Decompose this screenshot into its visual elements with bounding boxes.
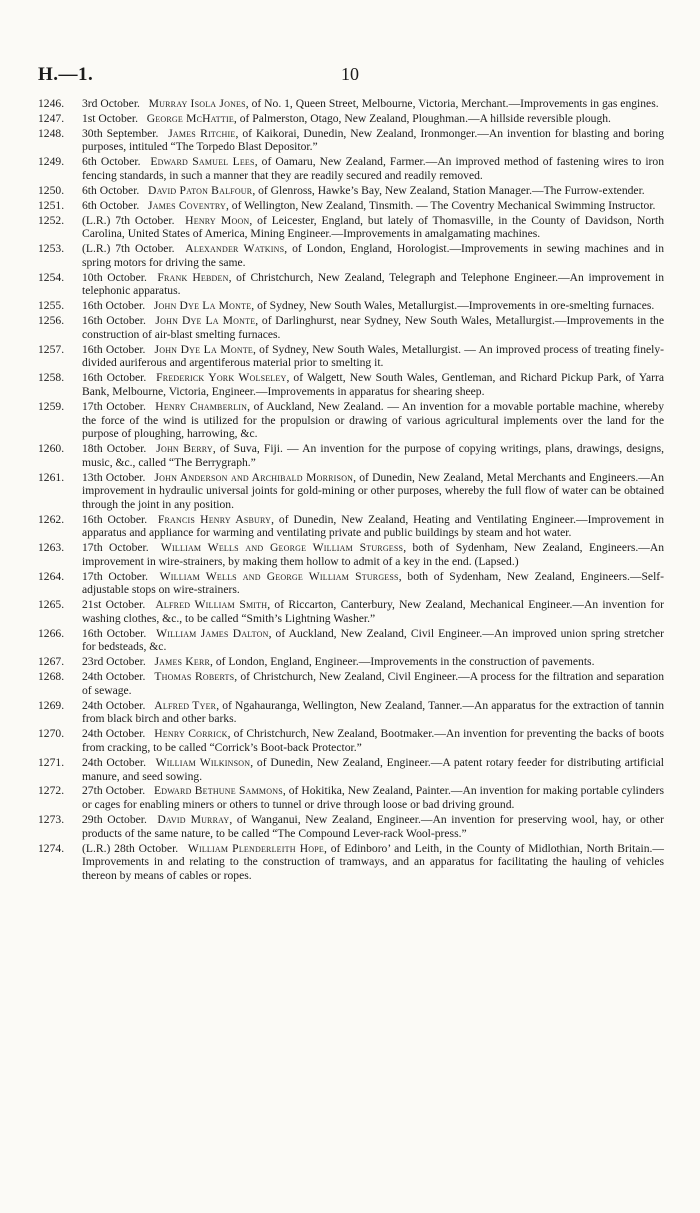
entry-date: (L.R.) 7th October.: [82, 213, 175, 227]
entry-number: 1267.: [38, 655, 65, 669]
applicant-names: Francis Henry Asbury: [157, 512, 272, 526]
patent-entry: [38, 155, 664, 182]
entry-number: 1268.: [38, 670, 65, 684]
entry-number: 1258.: [38, 371, 65, 385]
patent-entry: [38, 343, 664, 370]
applicant-names: John Dye La Monte: [155, 314, 256, 328]
entry-text: [82, 199, 664, 213]
entry-number: 1255.: [38, 299, 65, 313]
entry-text: [82, 655, 664, 669]
entry-number: 1247.: [38, 111, 65, 125]
applicant-names: Alfred Tyer: [154, 698, 217, 712]
entry-description: , of Dunedin, New Zealand, Engineer.—A patent rotary feeder for distributing artificial manure, and seed sowing.: [82, 755, 664, 783]
patent-entry: [38, 214, 664, 241]
page-header: [38, 64, 662, 88]
entry-text: [82, 813, 664, 840]
entry-date: 16th October.: [82, 371, 147, 385]
applicant-names: David Murray: [157, 812, 230, 826]
patent-entry: [38, 400, 664, 441]
entry-text: [82, 598, 664, 625]
entry-text: [82, 371, 664, 398]
entry-number: 1274.: [38, 841, 65, 855]
entry-date: 17th October.: [82, 541, 149, 555]
entry-description: , of Palmerston, Otago, New Zealand, Ploughman.—A hillside reversible plough.: [233, 111, 611, 125]
applicant-names: William Wells and George William Sturgess: [159, 569, 399, 583]
applicant-names: William Wilkinson: [155, 755, 251, 769]
patent-entry: [38, 97, 664, 111]
entry-date: 16th October.: [82, 299, 146, 313]
patent-entry: [38, 756, 664, 783]
entry-description: , of Suva, Fiji. — An invention for the purpose of copying writings, plans, drawings, designs, music, &c., called “The Berrygraph.”: [82, 442, 665, 469]
applicant-names: William James Dalton: [156, 626, 269, 640]
entry-number: 1254.: [38, 270, 65, 284]
applicant-names: Frank Hebden: [157, 270, 229, 284]
entry-number: 1265.: [38, 598, 65, 612]
entry-number: 1272.: [38, 784, 65, 798]
patent-entry: [38, 242, 664, 269]
entry-date: 21st October.: [82, 598, 146, 612]
entry-description: , of Christchurch, New Zealand, Bootmaker.—An invention for preventing the backs of boots from cracking, to be called “Corrick’s Boot-back Protector.”: [82, 727, 664, 754]
entry-text: [82, 271, 664, 298]
applicant-names: John Berry: [156, 442, 213, 456]
entry-description: , of Edinboro’ and Leith, in the County of Midlothian, North Britain.—Improvements in and relating to the construction of tramways, and an apparatus for facilitating the hauling of vehicles thereon by means of cables or ropes.: [82, 841, 665, 882]
entry-text: [82, 471, 664, 512]
applicant-names: William Wells and George William Sturgess: [160, 541, 404, 555]
entry-text: [82, 214, 664, 241]
patent-entry: [38, 842, 664, 883]
entry-number: 1246.: [38, 97, 65, 110]
entry-text: [82, 400, 664, 441]
entry-date: 30th September.: [82, 126, 159, 140]
patent-entry: [38, 784, 664, 811]
entry-description: , of Wanganui, New Zealand, Engineer.—An invention for preserving wool, hay, or other products of the same nature, to be called “The Compound Lever-rack Wool-press.”: [82, 812, 664, 840]
entry-number: 1262.: [38, 512, 65, 526]
entry-text: [82, 97, 664, 111]
applicant-names: George McHattie: [146, 111, 234, 125]
entry-date: 24th October.: [82, 670, 146, 684]
entry-date: 23rd October.: [82, 655, 146, 669]
applicant-names: James Coventry: [148, 198, 226, 212]
entry-description: , of London, England, Horologist.—Improvements in sewing machines and in spring motors for driving the same.: [82, 242, 664, 269]
patent-entry: [38, 699, 664, 726]
patent-entry: [38, 471, 664, 512]
patent-entry: [38, 655, 664, 669]
entry-description: , of Ngahauranga, Wellington, New Zealand, Tanner.—An apparatus for the extraction of tannin from black birch and other barks.: [82, 698, 664, 726]
entry-date: 6th October.: [82, 155, 141, 169]
applicant-names: William Plenderleith Hope: [187, 841, 324, 855]
entry-date: 24th October.: [82, 698, 146, 712]
applicant-names: Thomas Roberts: [154, 670, 235, 684]
entry-date: 16th October.: [82, 314, 146, 328]
patent-entry: [38, 112, 664, 126]
applicant-names: Murray Isola Jones: [148, 97, 246, 110]
entry-description: , of Leicester, England, but lately of Thomasville, in the County of Davidson, North Carolina, United States of America, Mining Engineer.—Improvements in amalgamating machines.: [82, 213, 664, 241]
entry-number: 1266.: [38, 626, 65, 640]
applicant-names: Henry Moon: [185, 213, 250, 227]
entry-description: , of Dunedin, New Zealand, Metal Merchants and Engineers.—An improvement in hydraulic universal joints for gold-mining or other purposes, whereby the full flow of water can be obtained through the joint in any position.: [82, 470, 664, 511]
patent-entry: [38, 299, 664, 313]
entry-description: , of Auckland, New Zealand. — An invention for a movable portable machine, whereby the force of the wind is utilized for the propulsion or drawing of various agricultural implements over the land for the purpose of ploughing, harrowing, &c.: [82, 399, 665, 441]
applicant-names: Edward Bethune Sammons: [153, 784, 283, 798]
entry-description: , of Christchurch, New Zealand, Civil Engineer.—A process for the filtration and separation of sewage.: [82, 670, 664, 697]
entry-date: 3rd October.: [82, 97, 140, 110]
entry-number: 1251.: [38, 198, 65, 212]
patent-entry: [38, 184, 664, 198]
patent-entry: [38, 314, 664, 341]
patent-entry: [38, 541, 664, 568]
entry-description: , of Oamaru, New Zealand, Farmer.—An improved method of fastening wires to iron fencing standards, in such a manner that they are readily secured and readily removed.: [82, 155, 665, 182]
applicant-names: John Anderson and Archibald Morrison: [154, 470, 354, 484]
entry-date: (L.R.) 28th October.: [82, 841, 179, 855]
entry-date: 16th October.: [82, 342, 146, 356]
applicant-names: David Paton Balfour: [148, 183, 253, 197]
entry-number: 1264.: [38, 569, 65, 583]
entry-number: 1260.: [38, 442, 65, 456]
entry-description: , of Christchurch, New Zealand, Telegraph and Telephone Engineer.—An improvement in telephonic apparatus.: [82, 270, 664, 298]
entry-date: 17th October.: [82, 399, 146, 413]
entry-text: [82, 784, 664, 811]
entry-number: 1252.: [38, 213, 65, 227]
entry-number: 1269.: [38, 698, 65, 712]
entry-date: 27th October.: [82, 784, 146, 798]
applicant-names: Alfred William Smith: [155, 598, 268, 612]
entry-description: , of No. 1, Queen Street, Melbourne, Victoria, Merchant.—Improvements in gas engines.: [245, 97, 659, 110]
entry-description: , both of Sydenham, New Zealand, Engineers.—Self-adjustable stops on wire-strainers.: [82, 569, 665, 597]
entry-description: , of Walgett, New South Wales, Gentleman, and Richard Pickup Park, of Yarra Bank, Melbourne, Victoria, Engineer.—Improvements in apparatus for shearing sheep.: [82, 371, 664, 398]
entry-number: 1259.: [38, 399, 65, 413]
entry-date: 16th October.: [82, 626, 147, 640]
document-reference: H.—1.: [38, 64, 94, 85]
applicant-names: Henry Chamberlin: [155, 399, 248, 413]
applicant-names: Henry Corrick: [154, 727, 228, 741]
page-number: 10: [341, 64, 359, 84]
entry-date: 24th October.: [82, 755, 146, 769]
entry-date: 10th October.: [82, 270, 147, 284]
entry-description: , of Kaikorai, Dunedin, New Zealand, Ironmonger.—An invention for blasting and boring purposes, intituled “The Torpedo Blast Depositor.”: [82, 126, 664, 154]
entry-text: [82, 155, 664, 182]
patent-entry: [38, 670, 664, 697]
entry-text: [82, 842, 664, 883]
entry-number: 1253.: [38, 242, 65, 256]
entry-text: [82, 627, 664, 654]
entry-number: 1256.: [38, 314, 65, 328]
applicant-names: Frederick York Wolseley: [156, 371, 287, 385]
patent-entry: [38, 271, 664, 298]
entry-number: 1261.: [38, 470, 65, 484]
entry-date: 13th October.: [82, 470, 146, 484]
entry-text: [82, 184, 664, 198]
entry-text: [82, 699, 664, 726]
patent-entry: [38, 598, 664, 625]
entry-number: 1270.: [38, 727, 65, 741]
entry-date: (L.R.) 7th October.: [82, 242, 175, 256]
entry-description: , of Glenross, Hawke’s Bay, New Zealand, Station Manager.—The Furrow-extender.: [252, 183, 645, 197]
entry-description: , of Dunedin, New Zealand, Heating and Ventilating Engineer.—Improvement in apparatus and appliance for warming and ventilating private and public buildings by steam and hot water.: [82, 512, 665, 540]
applicant-names: James Ritchie: [168, 126, 236, 140]
entry-text: [82, 513, 664, 540]
entry-text: [82, 343, 664, 370]
entry-number: 1249.: [38, 155, 65, 169]
patent-entry: [38, 127, 664, 154]
entry-text: [82, 541, 664, 568]
applicant-names: Alexander Watkins: [185, 242, 285, 256]
entry-description: , of Wellington, New Zealand, Tinsmith. — The Coventry Mechanical Swimming Instructor.: [225, 198, 656, 212]
entry-text: [82, 727, 664, 754]
entry-description: , of Sydney, New South Wales, Metallurgist. — An improved process of treating finely-divided auriferous and argentiferous material prior to smelting it.: [82, 342, 665, 370]
patent-entry: [38, 813, 664, 840]
entry-date: 16th October.: [82, 512, 148, 526]
entry-description: , of Darlinghurst, near Sydney, New South Wales, Metallurgist.—Improvements in the construction of air-blast smelting furnaces.: [82, 314, 664, 341]
entry-description: , of Auckland, New Zealand, Civil Engineer.—An improved union spring stretcher for bedsteads, &c.: [82, 626, 665, 654]
entry-description: , of Hokitika, New Zealand, Painter.—An invention for making portable cylinders or cages for enabling miners or others to tunnel or drive through loose or bad driving ground.: [82, 784, 665, 812]
entry-description: , of Sydney, New South Wales, Metallurgist.—Improvements in ore-smelting furnaces.: [251, 299, 655, 313]
entry-date: 1st October.: [82, 111, 139, 125]
entry-text: [82, 570, 664, 597]
patent-entry: [38, 727, 664, 754]
entry-text: [82, 314, 664, 341]
patent-entry: [38, 442, 664, 469]
entry-date: 29th October.: [82, 812, 147, 826]
entry-date: 24th October.: [82, 727, 146, 741]
applicant-names: Edward Samuel Lees: [150, 155, 255, 169]
entry-text: [82, 127, 664, 154]
entry-date: 6th October.: [82, 198, 140, 212]
patent-entry: [38, 513, 664, 540]
entry-text: [82, 756, 664, 783]
entry-number: 1263.: [38, 541, 65, 555]
applicant-names: John Dye La Monte: [153, 299, 252, 313]
entry-number: 1271.: [38, 755, 65, 769]
entry-number: 1273.: [38, 812, 65, 826]
patent-entry: [38, 371, 664, 398]
entry-date: 17th October.: [82, 569, 149, 583]
entry-number: 1257.: [38, 342, 65, 356]
entry-description: , both of Sydenham, New Zealand, Engineers.—An improvement in wire-strainers, by making them hollow to admit of a key in the end. (Lapsed.): [82, 541, 665, 568]
entry-text: [82, 670, 664, 697]
patent-entry: [38, 570, 664, 597]
entry-date: 18th October.: [82, 442, 147, 456]
entry-text: [82, 442, 664, 469]
applicant-names: James Kerr: [154, 655, 211, 669]
entry-description: , of London, England, Engineer.—Improvements in the construction of pavements.: [210, 655, 595, 669]
entry-text: [82, 112, 664, 126]
patent-entry: [38, 199, 664, 213]
entry-text: [82, 242, 664, 269]
entry-date: 6th October.: [82, 183, 140, 197]
entry-text: [82, 299, 664, 313]
patent-list: [38, 97, 664, 884]
patent-entry: [38, 627, 664, 654]
entry-number: 1248.: [38, 126, 65, 140]
entry-number: 1250.: [38, 183, 65, 197]
entry-description: , of Riccarton, Canterbury, New Zealand, Mechanical Engineer.—An invention for washing clothes, &c., to be called “Smith’s Lightning Washer.”: [82, 598, 664, 625]
applicant-names: John Dye La Monte: [154, 342, 254, 356]
